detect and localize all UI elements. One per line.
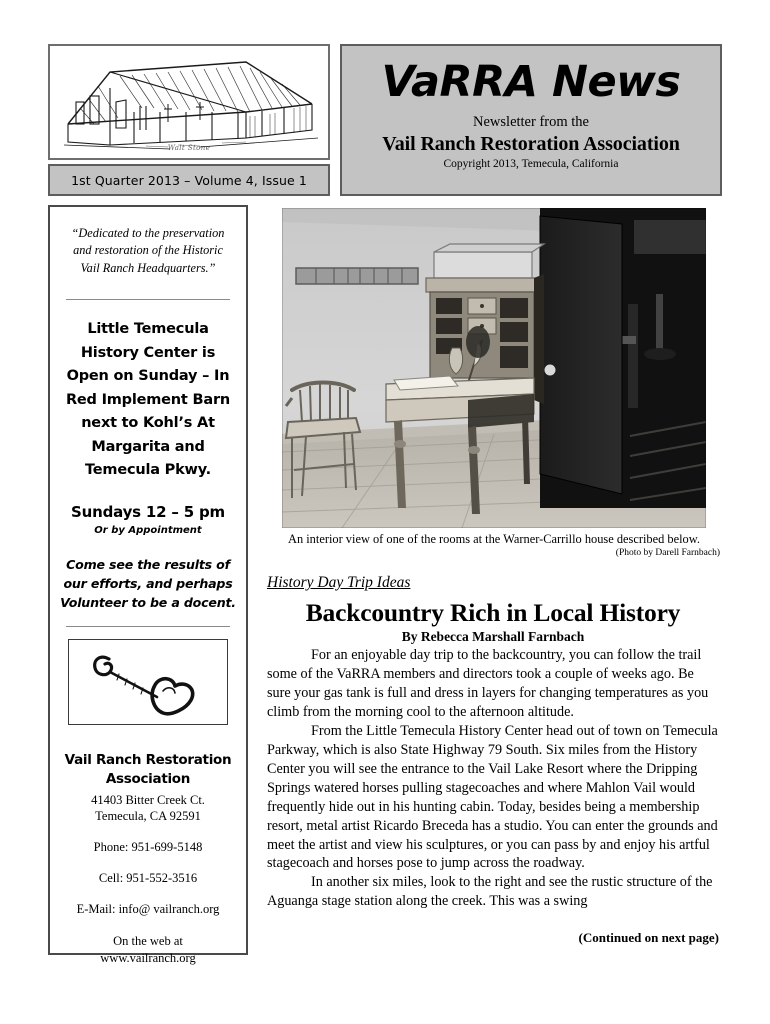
article-byline: By Rebecca Marshall Farnbach: [401, 629, 585, 644]
continued-note: (Continued on next page): [578, 930, 719, 945]
divider: [66, 626, 230, 627]
organization-name: Vail Ranch Restoration Association: [64, 752, 232, 787]
cell-number: Cell: 951-552-3516: [98, 871, 198, 886]
newsletter-title: VaRRA News: [381, 57, 681, 107]
hours-line: Sundays 12 – 5 pm: [71, 502, 225, 521]
photo-credit: (Photo by Darell Farnbach): [615, 548, 720, 558]
photo-caption: An interior view of one of the rooms at the Warner-Carrillo house described below.: [288, 532, 700, 546]
issue-banner: 1st Quarter 2013 – Volume 4, Issue 1: [48, 164, 330, 196]
warner-carrillo-house-interior-photo: [282, 208, 706, 528]
article-paragraph: From the Little Temecula History Center head out of town on Temecula Parkway, which is also State Highway 79 South. Six miles from the History Center you will see the entrance to the Vail Lake Resort where the Dripping Springs watered horses pulling stagecoaches and where Mahlon Vail would frequently hide out in his hunting cabin. Today, besides being a membership resort, metal artist Ricardo Breceda has a studio. You can enter the grounds and meet the artist and view his sculptures, or you can pass by and enjoy his artful stagecoach and horses pose to jump across the roadway.: [267, 722, 718, 872]
article-paragraph: In another six miles, look to the right and see the rustic structure of the Aguanga stage station along the creek. This was a swing: [267, 874, 713, 910]
article-headline: Backcountry Rich in Local History: [305, 598, 681, 627]
sidebar: [48, 205, 248, 965]
divider: [66, 299, 230, 300]
volunteer-call: Come see the results of our efforts, and perhaps Volunteer to be a docent.: [60, 556, 236, 610]
masthead-subtitle: Newsletter from the: [473, 114, 589, 131]
logo-artist-signature: Walt Stone: [167, 144, 211, 152]
hours-heading: Little Temecula History Center is Open on Sunday – In Red Implement Barn next to Kohl’s At Margarita and Temecula Pkwy.: [65, 321, 231, 479]
masthead-copyright: Copyright 2013, Temecula, California: [443, 158, 619, 171]
address-line-1: 41403 Bitter Creek Ct.: [91, 792, 205, 807]
ranch-barn-line-drawing: [50, 46, 328, 158]
masthead-organization: Vail Ranch Restoration Association: [382, 133, 680, 156]
photo-illustration: [282, 208, 706, 528]
article-body: [267, 646, 720, 911]
phone-number: Phone: 951-699-5148: [93, 840, 203, 855]
mission-statement: “Dedicated to the preservation and restoration of the Historic Vail Ranch Headquarters.”: [71, 226, 225, 275]
web-url[interactable]: www.vailranch.org: [100, 950, 196, 965]
address-line-2: Temecula, CA 92591: [95, 809, 201, 824]
appointment-note: Or by Appointment: [94, 524, 202, 536]
article-kicker: History Day Trip Ideas: [267, 574, 411, 591]
article-paragraph: For an enjoyable day trip to the backcountry, you can follow the trail some of the VaRRA members and directors took a couple of weeks ago. Be sure your gas tank is full and dress in layers for changing temperatures as you climb from the morning cool to the afternoon altitude.: [267, 647, 709, 720]
key-and-heart-branding-iron: [83, 643, 213, 721]
masthead-logo-box: [48, 44, 330, 160]
email-address[interactable]: E-Mail: info@ vailranch.org: [76, 902, 220, 917]
web-label: On the web at: [113, 934, 183, 949]
masthead: [340, 44, 722, 196]
brand-logo-box: [68, 639, 228, 725]
